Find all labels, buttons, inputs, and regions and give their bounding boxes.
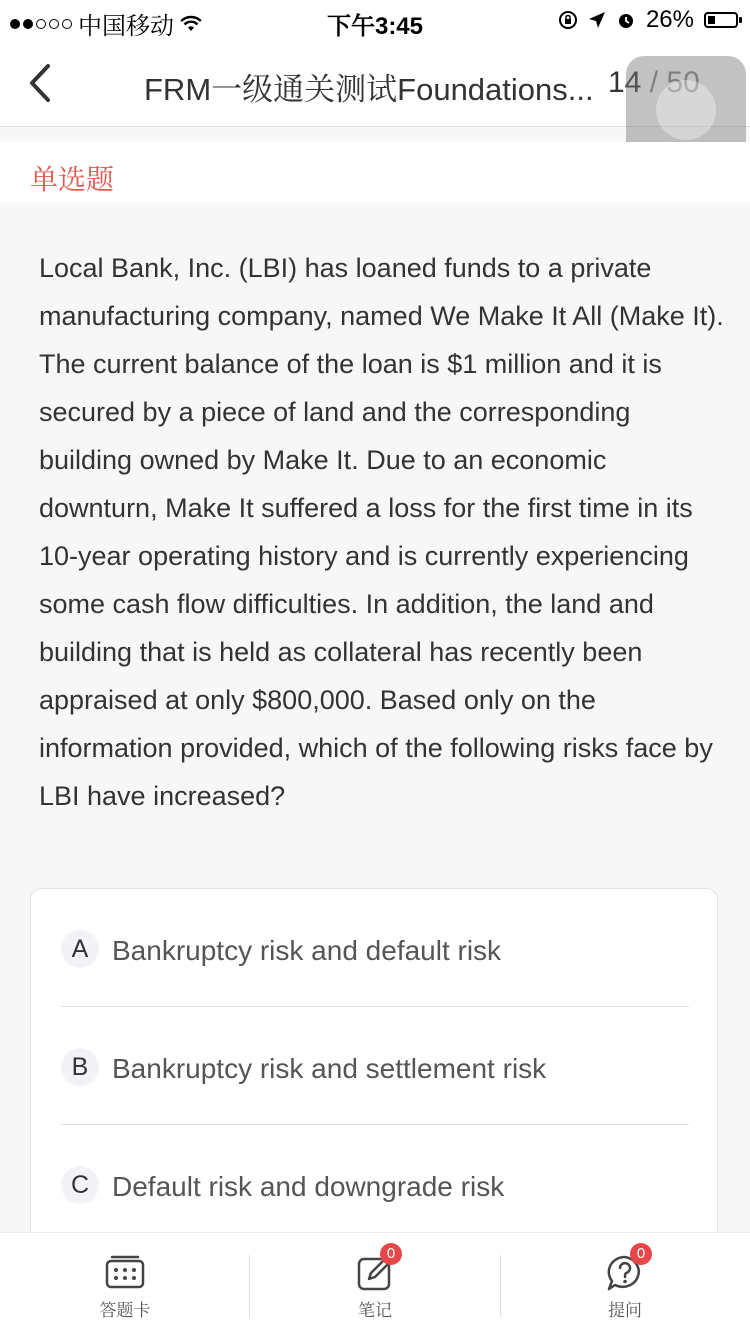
tab-label: 笔记: [358, 1301, 392, 1320]
option-letter: B: [61, 1048, 99, 1086]
carrier-label: 中国移动: [78, 13, 174, 40]
total-questions: / 50: [649, 66, 700, 99]
option-text: Bankruptcy risk and settlement risk: [112, 1053, 547, 1084]
option-letter: A: [61, 930, 99, 968]
question-type-bar: [0, 142, 750, 202]
option-letter: C: [61, 1166, 99, 1204]
alarm-icon: [616, 10, 636, 30]
option-text: Default risk and downgrade risk: [112, 1171, 505, 1202]
bottom-tab-bar: [0, 1232, 750, 1335]
ask-badge: 0: [630, 1243, 652, 1265]
back-chevron-icon[interactable]: [22, 60, 62, 106]
battery-percent: 26%: [645, 6, 694, 33]
question-type-label: 单选题: [30, 164, 115, 195]
notes-badge: 0: [380, 1243, 402, 1265]
orientation-lock-icon: [558, 10, 578, 30]
location-arrow-icon: [588, 11, 606, 29]
question-text: Local Bank, Inc. (LBI) has loaned funds to a private manufacturing company, named We Make It All (Make It). The current balance of the loan is $1 million and it is secured by a piece of land and the corresponding building owned by Make It. Due to an economic downturn, Make It suffered a loss for the first time in its 10-year operating history and is currently experiencing some cash flow difficulties. In addition, the land and building that is held as collateral has recently been appraised at only $800,000. Based only on the information provided, which of the following risks face by LBI have increased?: [39, 253, 724, 811]
option-b[interactable]: [61, 1007, 689, 1125]
tab-notes[interactable]: [250, 1233, 500, 1335]
status-right: [558, 6, 738, 34]
page-title: FRM一级通关测试Foundations...: [144, 72, 594, 107]
battery-icon: [704, 12, 738, 28]
answer-card-icon: [103, 1251, 147, 1295]
tab-ask[interactable]: [500, 1233, 750, 1335]
tab-label: 答题卡: [99, 1301, 151, 1320]
option-a[interactable]: [61, 889, 689, 1007]
options-card: [30, 888, 718, 1248]
nav-bar: [0, 40, 750, 127]
tab-label: 提问: [608, 1301, 642, 1320]
current-question-number: 14: [608, 66, 642, 99]
status-time: 下午3:45: [326, 13, 424, 40]
tab-answer-card[interactable]: [0, 1233, 250, 1335]
option-text: Bankruptcy risk and default risk: [112, 935, 502, 966]
status-bar: [0, 0, 750, 40]
option-c[interactable]: [61, 1125, 689, 1243]
